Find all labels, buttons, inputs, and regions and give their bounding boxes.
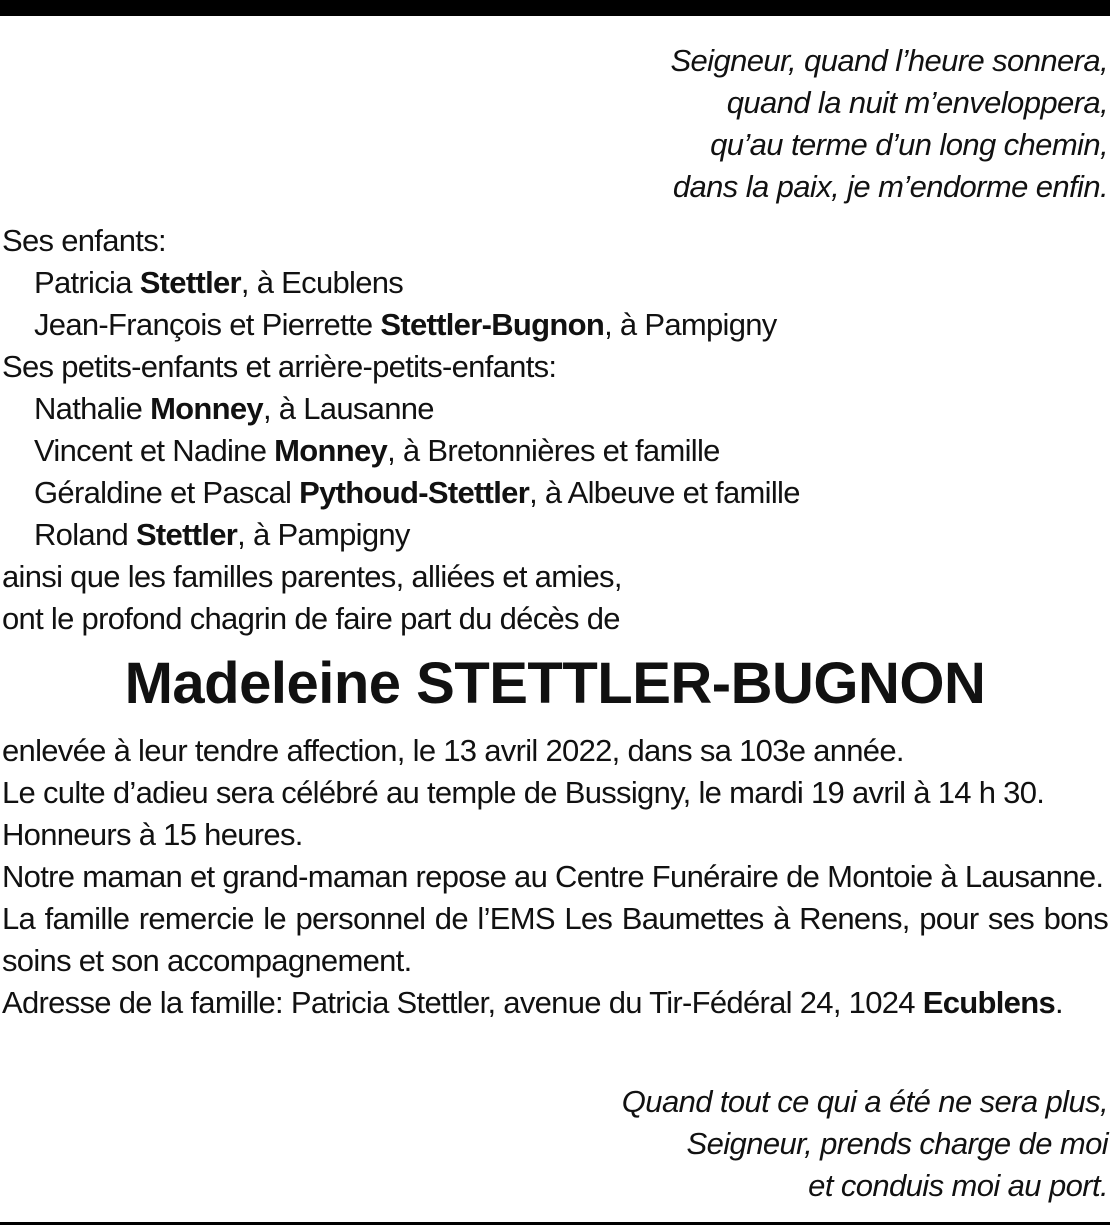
member-place: , à Pampigny bbox=[237, 517, 410, 552]
departure-text: enlevée à leur tendre affection, le 13 avril 2022, dans sa 103e année. bbox=[2, 733, 904, 768]
member-surname: Monney bbox=[150, 391, 263, 426]
family-member bbox=[2, 472, 800, 514]
member-place: , à Lausanne bbox=[262, 391, 434, 426]
ceremony-text: Le culte d’adieu sera célébré au temple de Bussigny, le mardi 19 avril à 14 h 30. bbox=[2, 775, 1045, 810]
rest-place-text: Notre maman et grand-maman repose au Centre Funéraire de Montoie à Lausanne. bbox=[2, 859, 1104, 894]
opening-verse bbox=[670, 40, 1108, 208]
family-member bbox=[2, 388, 800, 430]
bottom-border bbox=[0, 1222, 1110, 1225]
address-period: . bbox=[1055, 985, 1063, 1020]
top-border bbox=[0, 0, 1110, 16]
family-member bbox=[2, 262, 800, 304]
family-member bbox=[2, 430, 800, 472]
member-surname: Stettler-Bugnon bbox=[380, 307, 605, 342]
member-place: , à Pampigny bbox=[604, 307, 777, 342]
member-place: , à Ecublens bbox=[240, 265, 404, 300]
member-surname: Stettler bbox=[139, 265, 241, 300]
grandchildren-heading: Ses petits-enfants et arrière-petits-enfants: bbox=[2, 349, 557, 384]
family-member bbox=[2, 514, 800, 556]
address-city: Ecublens bbox=[922, 985, 1055, 1020]
verse-line: dans la paix, je m’endorme enfin. bbox=[672, 169, 1108, 204]
verse-line: quand la nuit m’enveloppera, bbox=[726, 85, 1108, 120]
family-address bbox=[2, 982, 1108, 1024]
funeral-details bbox=[2, 730, 1108, 1024]
address-text: Adresse de la famille: Patricia Stettler, avenue du Tir-Fédéral 24, 1024 bbox=[2, 985, 923, 1020]
verse-line: Seigneur, quand l’heure sonnera, bbox=[670, 43, 1108, 78]
member-surname: Stettler bbox=[135, 517, 238, 552]
thanks-text: La famille remercie le personnel de l’EMS Les Baumettes à Renens, pour ses bons soins et son accompagnement. bbox=[2, 901, 1108, 978]
member-surname: Pythoud-Stettler bbox=[299, 475, 530, 510]
member-given: Géraldine et Pascal bbox=[34, 475, 300, 510]
member-given: Nathalie bbox=[34, 391, 151, 426]
family-list bbox=[2, 220, 800, 640]
deceased-name: Madeleine STETTLER-BUGNON bbox=[124, 651, 986, 716]
verse-line: qu’au terme d’un long chemin, bbox=[710, 127, 1108, 162]
honours-text: Honneurs à 15 heures. bbox=[2, 817, 303, 852]
member-given: Jean-François et Pierrette bbox=[34, 307, 381, 342]
member-place: , à Bretonnières et famille bbox=[387, 433, 720, 468]
member-place: , à Albeuve et famille bbox=[529, 475, 800, 510]
children-heading: Ses enfants: bbox=[2, 223, 166, 258]
announcement-line: ont le profond chagrin de faire part du décès de bbox=[2, 601, 620, 636]
relatives-line: ainsi que les familles parentes, alliées et amies, bbox=[2, 559, 622, 594]
verse-line: Seigneur, prends charge de moi bbox=[686, 1126, 1108, 1161]
member-given: Vincent et Nadine bbox=[34, 433, 275, 468]
verse-line: et conduis moi au port. bbox=[808, 1168, 1108, 1203]
member-surname: Monney bbox=[274, 433, 388, 468]
member-given: Roland bbox=[34, 517, 136, 552]
member-given: Patricia bbox=[34, 265, 140, 300]
closing-verse bbox=[622, 1081, 1108, 1207]
family-member bbox=[2, 304, 800, 346]
verse-line: Quand tout ce qui a été ne sera plus, bbox=[621, 1084, 1108, 1119]
